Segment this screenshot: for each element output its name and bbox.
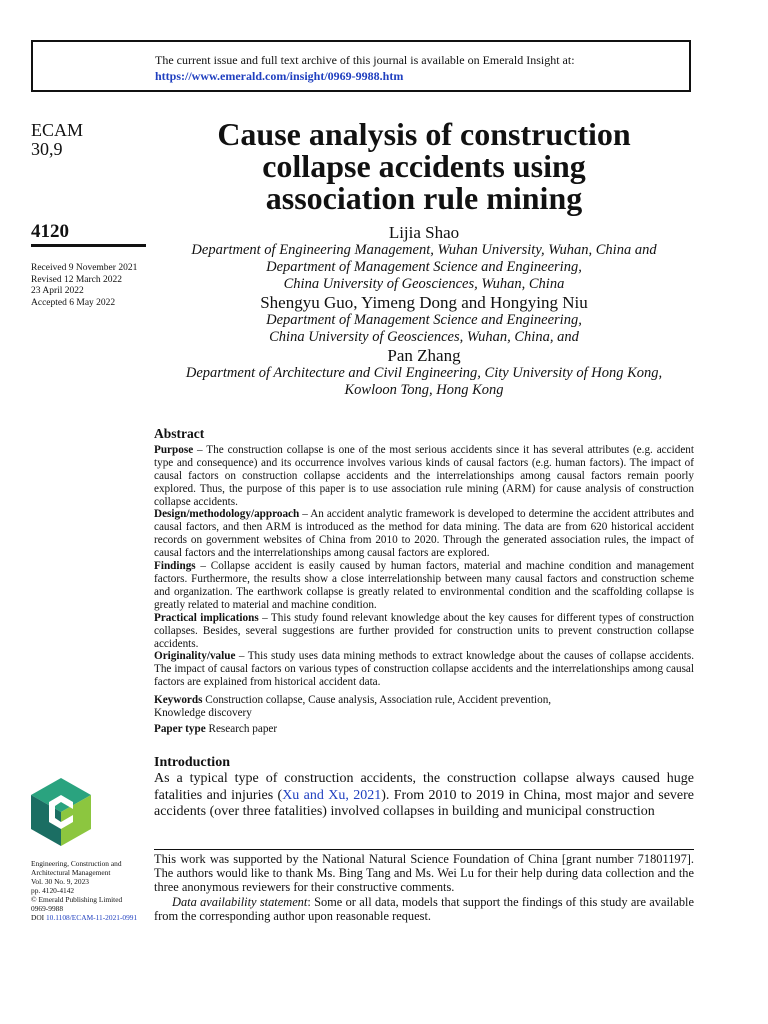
abstract-purpose: [154, 444, 694, 509]
pubinfo-line: 0969-9988: [31, 904, 64, 913]
journal-volume-issue: 30,9: [31, 139, 63, 159]
intro-text-after: ). From 2010 to 2019 in China, most major and severe accidents (over three fatalities) involved collapses in building and municipal construction: [154, 787, 694, 819]
author-affiliation: China University of Geosciences, Wuhan, China: [283, 276, 565, 292]
article-title: [150, 118, 698, 214]
author-name: Shengyu Guo, Yimeng Dong and Hongying Niu: [260, 293, 588, 312]
footnote-rule: [154, 849, 694, 850]
doi-line: [31, 913, 137, 922]
author-affiliation: Kowloon Tong, Hong Kong: [344, 382, 504, 398]
findings-label: Findings: [154, 560, 196, 573]
publication-info: [31, 859, 137, 922]
practical-label: Practical implications: [154, 611, 259, 624]
history-revised: Revised 12 March 2022: [31, 274, 123, 285]
history-received: Received 9 November 2021: [31, 263, 138, 273]
pubinfo-line: Engineering, Construction and: [31, 859, 122, 868]
history-accepted: Accepted 6 May 2022: [31, 297, 116, 308]
page-number-rule: [31, 244, 146, 247]
author-affiliation: China University of Geosciences, Wuhan, China, and: [269, 329, 579, 345]
purpose-label: Purpose: [154, 443, 194, 456]
doi-link[interactable]: 10.1108/ECAM-11-2021-0991: [45, 913, 138, 922]
pubinfo-line: pp. 4120-4142: [31, 886, 75, 895]
data-availability: [154, 895, 694, 923]
banner-url-link[interactable]: https://www.emerald.com/insight/0969-9988.htm: [155, 69, 404, 83]
title-line: association rule mining: [265, 180, 583, 216]
design-text: – An accident analytic framework is developed to determine the accident attributes and causal factors, and then ARM is introduced as the method for data mining. The data are from 620 historical accident records on government websites of China from 2010 to 2020. Through the generated association rules, the impact of causal factors and the interrelationships among causal factors are explored.: [154, 508, 694, 560]
abstract-practical: [154, 612, 694, 651]
intro-text-before: As a typical type of construction accidents, the construction collapse always caused huge fatalities and injuries (: [154, 771, 694, 803]
pubinfo-line: © Emerald Publishing Limited: [31, 895, 123, 904]
keywords-label: Keywords: [154, 694, 203, 707]
author-affiliation: Department of Management Science and Engineering,: [266, 312, 582, 328]
abstract-design: [154, 508, 694, 560]
abstract-heading: Abstract: [154, 426, 205, 441]
doi-label: DOI: [31, 913, 46, 922]
journal-abbrev: ECAM: [31, 120, 84, 140]
title-line: Cause analysis of construction: [217, 116, 631, 152]
data-availability-label: Data availability statement: [172, 894, 308, 909]
findings-text: – Collapse accident is easily caused by human factors, material and machine condition and management factors. Furthermore, the results show a close interrelationship between many causal factors and construction scheme and organization. The earthwork collapse is greatly related to environmental condition and the scaffolding collapse is greatly related to material and machine condition.: [154, 560, 694, 611]
author-affiliation: Department of Management Science and Engineering,: [266, 259, 582, 275]
originality-text: – This study uses data mining methods to extract knowledge about the causes of collapse accidents. The impact of causal factors on various types of construction collapse accidents and the interrelationships among causal factors are explained from historical accident data.: [154, 650, 694, 689]
journal-logo-icon: [31, 778, 91, 846]
banner-text: The current issue and full text archive of this journal is available on Emerald Insight at:: [155, 53, 575, 67]
keywords: [154, 694, 694, 707]
paper-type-label: Paper type: [154, 722, 206, 735]
design-label: Design/methodology/approach: [154, 508, 300, 521]
introduction: [154, 755, 694, 821]
abstract-findings: [154, 560, 694, 612]
footnote: [154, 852, 694, 923]
author-block: [150, 223, 698, 399]
abstract-originality: [154, 650, 694, 689]
author-affiliation: Department of Engineering Management, Wuhan University, Wuhan, China and: [191, 242, 657, 258]
paper-type: [154, 723, 694, 736]
citation-link[interactable]: Xu and Xu, 2021: [282, 787, 382, 803]
pubinfo-line: Architectural Management: [31, 868, 111, 877]
introduction-text: [154, 771, 694, 821]
keywords-text: Construction collapse, Cause analysis, Association rule, Accident prevention,: [202, 694, 552, 707]
abstract: [154, 428, 694, 736]
introduction-heading: Introduction: [154, 755, 230, 770]
author-name: Pan Zhang: [387, 346, 461, 365]
title-line: collapse accidents using: [262, 148, 586, 184]
originality-label: Originality/value: [154, 650, 236, 663]
journal-banner: [31, 40, 691, 92]
purpose-text: – The construction collapse is one of the most serious accidents since it has several attributes (e.g. accident type and consequence) and its occurrence involves various kinds of causal factors (e.g. human factors). The impact of causal factors on construction collapse accidents and the interrelationships among causal factors remain poorly explored. Thus, the purpose of this paper is to use association rule mining (ARM) for cause analysis of construction collapse accidents.: [154, 443, 694, 508]
journal-info: [31, 121, 83, 159]
pubinfo-line: Vol. 30 No. 9, 2023: [31, 877, 89, 886]
keywords-cont: Knowledge discovery: [154, 707, 252, 720]
submission-history: [31, 263, 137, 309]
paper-type-text: Research paper: [205, 722, 278, 735]
author-name: Lijia Shao: [388, 223, 460, 242]
practical-text: – This study found relevant knowledge about the key causes for different types of construction collapses. Besides, several suggestions are further provided for construction units to prevent construction collapse accidents.: [154, 611, 694, 650]
page-number: 4120: [31, 221, 69, 242]
data-availability-text: : Some or all data, models that support the findings of this study are available from the corresponding author upon reasonable request.: [154, 894, 694, 923]
author-affiliation: Department of Architecture and Civil Engineering, City University of Hong Kong,: [185, 365, 663, 381]
history-revised-2: 23 April 2022: [31, 286, 84, 296]
funding-note: This work was supported by the National Natural Science Foundation of China [grant number 71801197]. The authors would like to thank Ms. Bing Tang and Ms. Wei Lu for their help during data collection and the three anonymous reviewers for their constructive comments.: [154, 852, 694, 895]
